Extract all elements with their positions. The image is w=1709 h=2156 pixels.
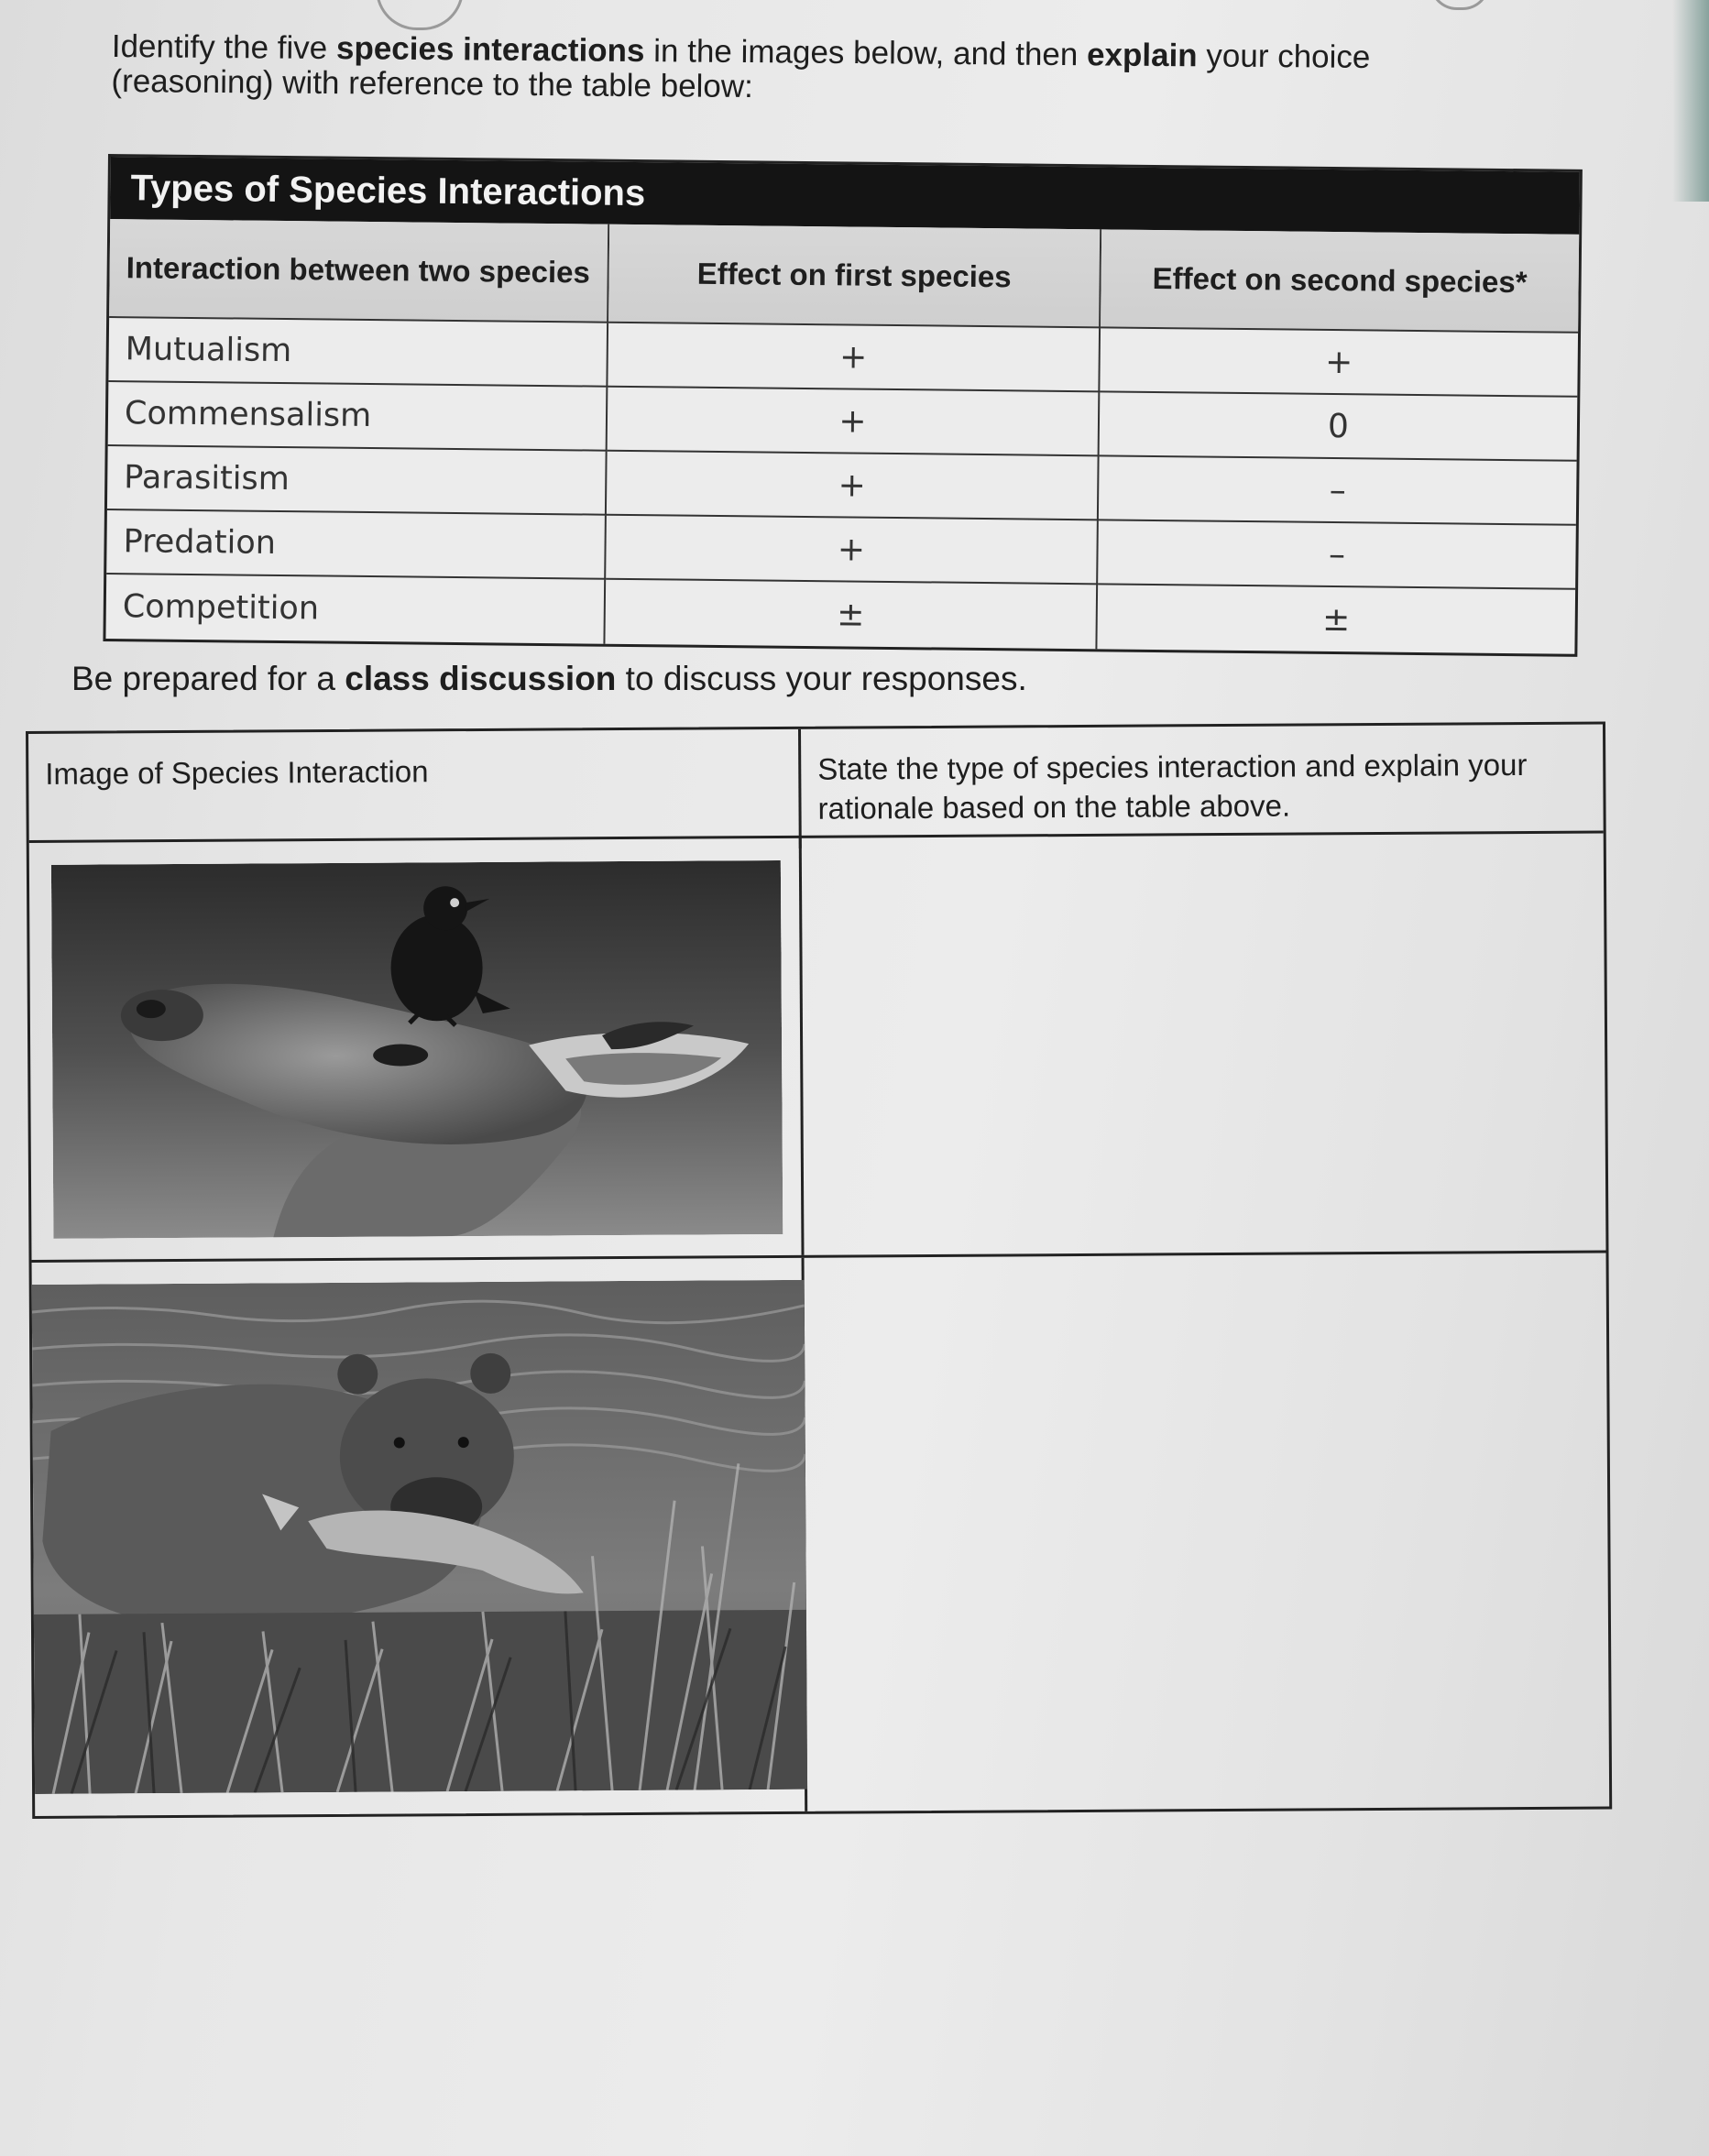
bird-on-antelope-photo bbox=[51, 860, 783, 1239]
response-cell[interactable] bbox=[802, 833, 1606, 1254]
species-interactions-table bbox=[103, 154, 1582, 657]
header-interaction: Interaction between two species bbox=[109, 219, 609, 323]
answer-table bbox=[26, 721, 1612, 1819]
row-parasitism-second: – bbox=[1099, 456, 1577, 525]
row-commensalism-second: 0 bbox=[1100, 392, 1578, 461]
header-image: Image of Species Interaction bbox=[28, 729, 802, 853]
row-mutualism-name: Mutualism bbox=[108, 318, 608, 388]
row-competition-second: ± bbox=[1321, 600, 1351, 639]
header-effect-second: Effect on second species* bbox=[1101, 229, 1579, 333]
instructions: Identify the five species interactions in the images below, and then explain your choice (reasoning) with reference to the table below: bbox=[111, 28, 1371, 105]
row-predation-second: – bbox=[1098, 520, 1576, 589]
row-mutualism-second: + bbox=[1100, 328, 1578, 397]
row-mutualism-first: + bbox=[608, 323, 1101, 393]
row-commensalism-first: + bbox=[608, 388, 1101, 457]
answer-row bbox=[32, 1253, 1610, 1815]
page-edge-shadow bbox=[1672, 0, 1709, 202]
image-cell bbox=[29, 838, 805, 1260]
row-parasitism-first: + bbox=[607, 452, 1100, 521]
discussion-note: Be prepared for a class discussion to discuss your responses. bbox=[71, 660, 1027, 697]
image-cell bbox=[32, 1258, 808, 1816]
row-competition-first: ± bbox=[605, 580, 1098, 650]
row-commensalism-name: Commensalism bbox=[108, 382, 608, 452]
header-effect-first: Effect on first species bbox=[608, 224, 1101, 329]
answer-row bbox=[29, 833, 1606, 1262]
binder-clip-mark bbox=[1430, 0, 1490, 10]
row-predation-first: + bbox=[606, 516, 1099, 586]
bear-catching-fish-photo bbox=[32, 1280, 807, 1794]
table-title: Types of Species Interactions bbox=[110, 157, 1580, 235]
row-parasitism-name: Parasitism bbox=[107, 446, 608, 516]
header-response: State the type of species interaction and explain your rationale based on the table above. bbox=[817, 747, 1528, 826]
row-predation-name: Predation bbox=[106, 510, 607, 580]
row-competition-name: Competition bbox=[105, 575, 606, 644]
response-cell[interactable] bbox=[805, 1253, 1610, 1811]
binder-clip-mark bbox=[376, 0, 464, 30]
